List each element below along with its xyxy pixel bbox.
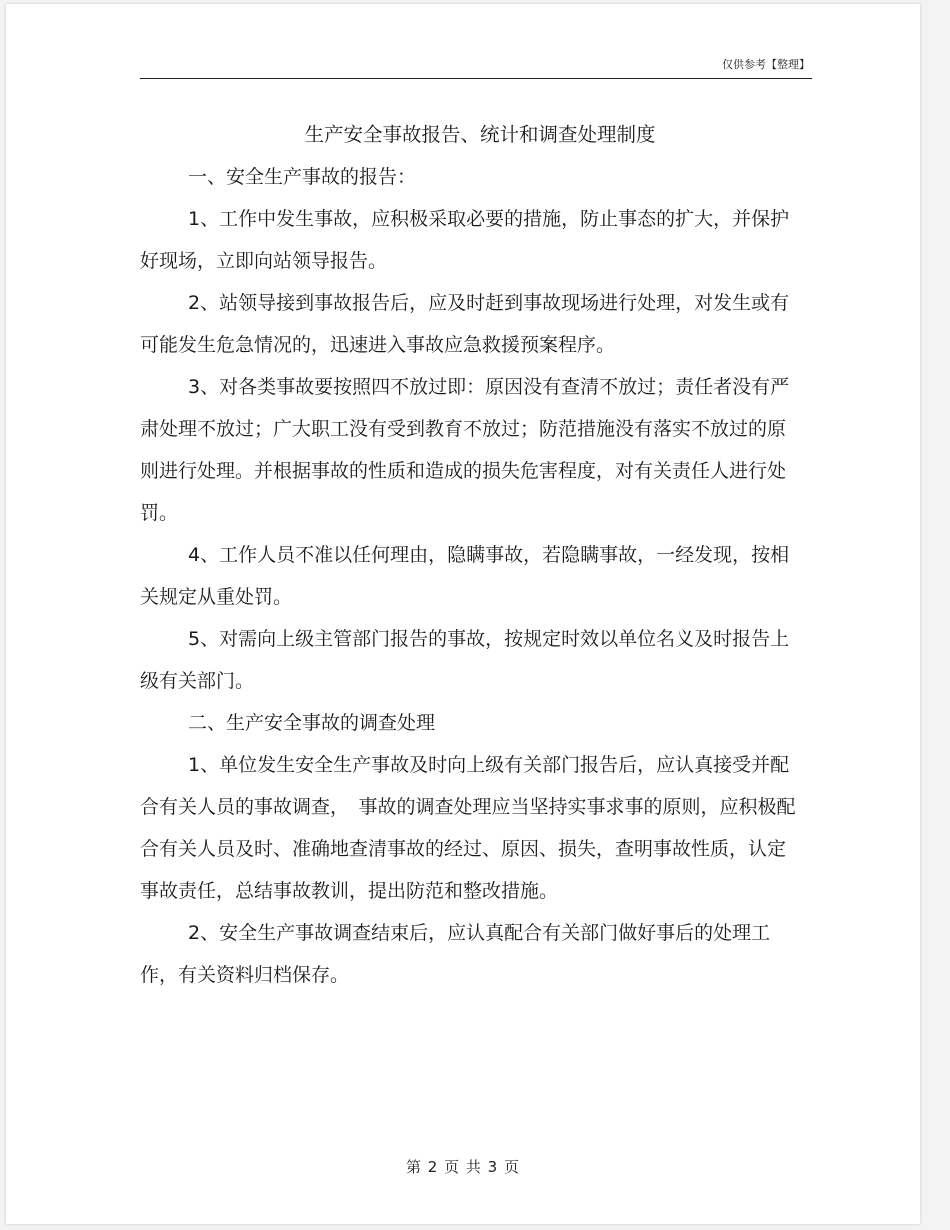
paragraph: 2、安全生产事故调查结束后，应认真配合有关部门做好事后的处理工作，有关资料归档保存。 [140,922,771,986]
paragraph: 4、工作人员不准以任何理由，隐瞒事故，若隐瞒事故，一经发现，按相关规定从重处罚。 [140,544,790,608]
paragraph: 2、站领导接到事故报告后，应及时赶到事故现场进行处理，对发生或有可能发生危急情况的，迅速进入事故应急救援预案程序。 [140,292,790,356]
page-header [140,56,812,79]
paragraph: 5、对需向上级主管部门报告的事故，按规定时效以单位名义及时报告上级有关部门。 [140,628,790,692]
paragraph: 1、工作中发生事故，应积极采取必要的措施，防止事态的扩大，并保护好现场，立即向站领导报告。 [140,208,790,272]
page-footer [6,1156,920,1177]
section-heading: 一、安全生产事故的报告： [188,166,417,188]
header-note: 仅供参考【整理】 [722,58,810,71]
document-body [140,114,800,996]
page-number: 第 2 页 共 3 页 [406,1158,520,1176]
section-heading: 二、生产安全事故的调查处理 [188,712,436,734]
paragraph: 1、单位发生安全生产事故及时向上级有关部门报告后，应认真接受并配合有关人员的事故调查， 事故的调查处理应当坚持实事求事的原则，应积极配合有关人员及时、准确地查清事故的经过、原因、损失，查明事故性质，认定事故责任，总结事故教训，提出防范和整改措施。 [140,754,796,902]
document-title: 生产安全事故报告、统计和调查处理制度 [304,123,656,146]
paragraph: 3、对各类事故要按照四不放过即：原因没有查清不放过；责任者没有严肃处理不放过；广大职工没有受到教育不放过；防范措施没有落实不放过的原则进行处理。并根据事故的性质和造成的损失危害程度，对有关责任人进行处罚。 [140,376,790,524]
document-page [6,4,920,1224]
